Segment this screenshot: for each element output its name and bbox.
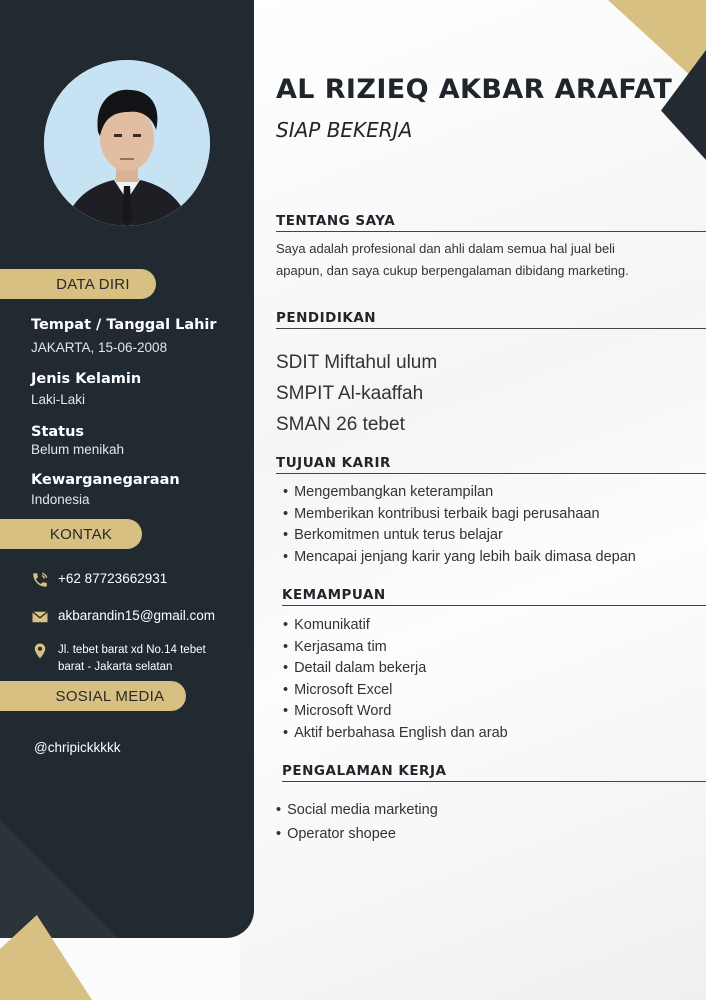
pengalaman-kerja-heading: PENGALAMAN KERJA — [282, 763, 706, 782]
gender-label: Jenis Kelamin — [31, 371, 142, 387]
kontak-heading — [0, 519, 142, 549]
email-contact[interactable] — [31, 608, 215, 626]
list-item: • Social media marketing — [276, 798, 438, 822]
work-experience-list — [276, 798, 438, 846]
full-name: AL RIZIEQ AKBAR ARAFAT — [276, 74, 673, 105]
phone-number: +62 87723662931 — [58, 571, 168, 586]
status-value: Belum menikah — [31, 442, 125, 457]
address-line-2: barat - Jakarta selatan — [58, 661, 173, 673]
address-contact — [31, 642, 238, 676]
birth-value: JAKARTA, 15-06-2008 — [31, 340, 168, 355]
sidebar-shade-decoration — [0, 820, 120, 938]
about-line-1: Saya adalah profesional dan ahli dalam semua hal jual beli — [276, 241, 615, 256]
address-line-1: Jl. tebet barat xd No.14 tebet — [58, 644, 206, 656]
education-item: SMAN 26 tebet — [276, 414, 405, 435]
job-subtitle: SIAP BEKERJA — [276, 118, 413, 142]
citizenship-value: Indonesia — [31, 492, 90, 507]
list-item: • Operator shopee — [276, 822, 438, 846]
education-item: SDIT Miftahul ulum — [276, 352, 438, 373]
list-item: • Memberikan kontribusi terbaik bagi perusahaan — [283, 504, 636, 526]
sosial-media-heading — [0, 681, 186, 711]
list-item: • Mencapai jenjang karir yang lebih baik dimasa depan — [283, 547, 636, 569]
education-list — [276, 347, 437, 440]
list-item: • Aktif berbahasa English dan arab — [283, 723, 508, 745]
kemampuan-heading: KEMAMPUAN — [282, 587, 706, 606]
phone-icon — [31, 571, 49, 589]
tentang-saya-heading: TENTANG SAYA — [276, 213, 706, 232]
profile-photo-illustration — [44, 60, 210, 226]
about-line-2: apapun, dan saya cukup berpengalaman dibidang marketing. — [276, 263, 629, 278]
list-item: • Microsoft Word — [283, 701, 508, 723]
address-text — [58, 642, 238, 676]
about-text — [276, 238, 696, 282]
career-goals-list — [283, 482, 636, 568]
list-item: • Komunikatif — [283, 615, 508, 637]
gender-value: Laki-Laki — [31, 392, 86, 407]
education-item: SMPIT Al-kaaffah — [276, 383, 424, 404]
list-item: • Microsoft Excel — [283, 680, 508, 702]
list-item: • Kerjasama tim — [283, 637, 508, 659]
email-address: akbarandin15@gmail.com — [58, 608, 216, 623]
social-handle[interactable]: @chripickkkkk — [34, 740, 121, 755]
data-diri-heading-text: DATA DIRI — [56, 275, 130, 293]
tujuan-karir-heading: TUJUAN KARIR — [276, 455, 706, 474]
birth-label: Tempat / Tanggal Lahir — [31, 317, 217, 333]
list-item: • Detail dalam bekerja — [283, 658, 508, 680]
status-label: Status — [31, 424, 85, 440]
list-item: • Mengembangkan keterampilan — [283, 482, 636, 504]
citizenship-label: Kewarganegaraan — [31, 472, 180, 488]
skills-list — [283, 615, 508, 744]
list-item: • Berkomitmen untuk terus belajar — [283, 525, 636, 547]
data-diri-heading — [0, 269, 156, 299]
pendidikan-heading: PENDIDIKAN — [276, 310, 706, 329]
profile-photo — [44, 60, 210, 226]
phone-contact[interactable] — [31, 571, 167, 589]
mail-icon — [31, 608, 49, 626]
kontak-heading-text: KONTAK — [49, 525, 113, 543]
sosial-media-heading-text: SOSIAL MEDIA — [55, 687, 165, 705]
location-pin-icon — [31, 642, 49, 660]
